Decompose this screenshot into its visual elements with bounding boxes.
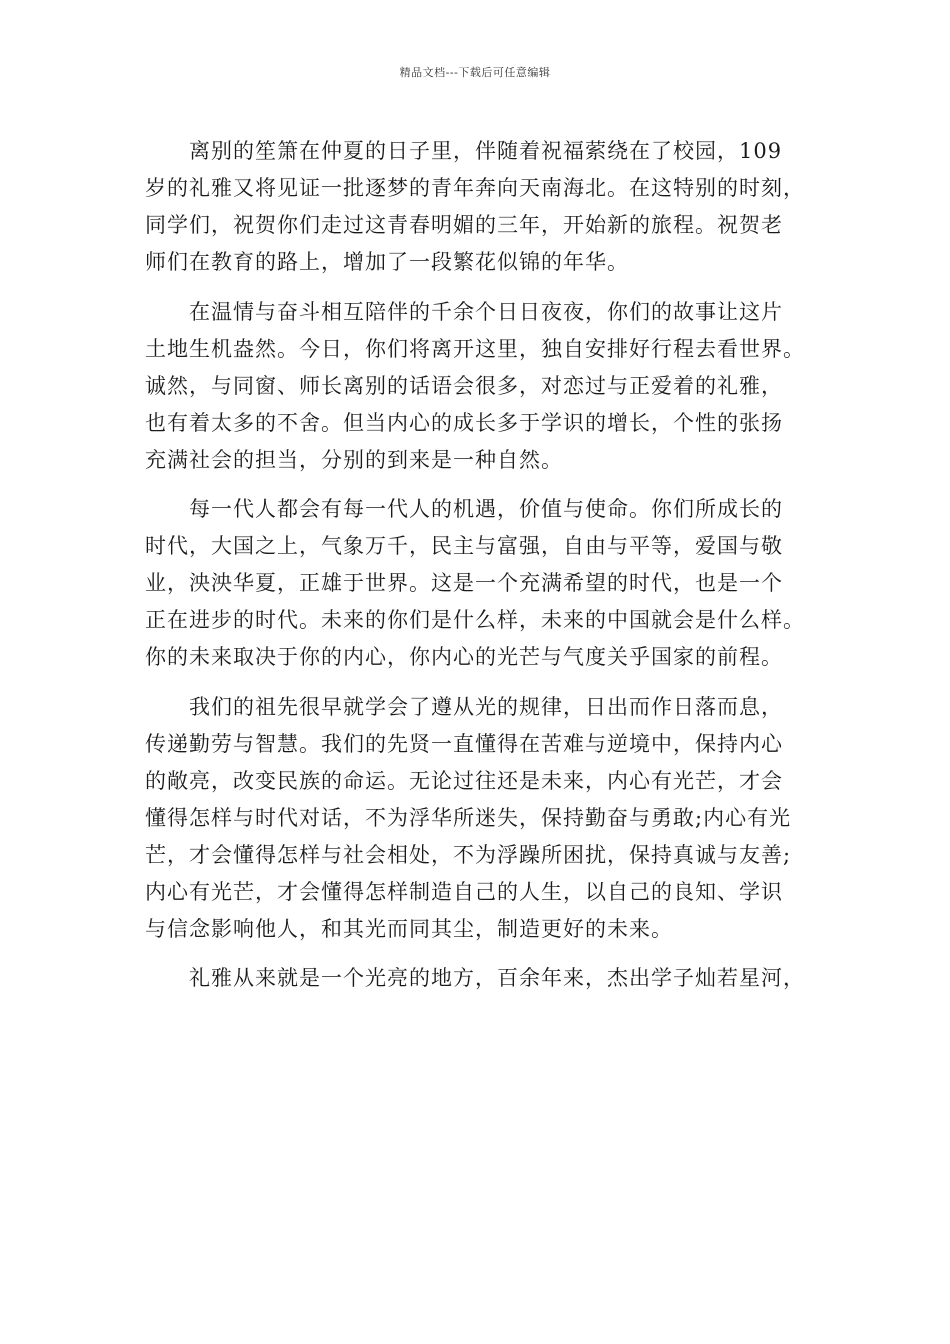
- text-line: 的敞亮，改变民族的命运。无论过往还是未来，内心有光芒，才会: [145, 768, 783, 793]
- paragraph-2: [145, 294, 825, 479]
- text-line: 芒，才会懂得怎样与社会相处，不为浮躁所困扰，保持真诚与友善;: [145, 842, 792, 867]
- text-line: 业，泱泱华夏，正雄于世界。这是一个充满希望的时代，也是一个: [145, 571, 783, 595]
- text-line: 懂得怎样与时代对话，不为浮华所迷失，保持勤奋与勇敢;内心有光: [145, 805, 792, 830]
- text-line: 土地生机盎然。今日，你们将离开这里，独自安排好行程去看世界。: [145, 336, 805, 361]
- document-body: [145, 133, 825, 1010]
- text-line: 你的未来取决于你的内心，你内心的光芒与气度关乎国家的前程。: [145, 645, 783, 669]
- text-line: 同学们，祝贺你们走过这青春明媚的三年，开始新的旅程。祝贺老: [145, 213, 783, 237]
- paragraph-4: [145, 689, 825, 948]
- text-line: 离别的笙箫在仲夏的日子里，伴随着祝福萦绕在了校园，109: [189, 139, 783, 163]
- text-line: 正在进步的时代。未来的你们是什么样，未来的中国就会是什么样。: [145, 608, 805, 632]
- text-line: 也有着太多的不舍。但当内心的成长多于学识的增长，个性的张扬: [145, 410, 783, 435]
- text-line: 传递勤劳与智慧。我们的先贤一直懂得在苦难与逆境中，保持内心: [145, 731, 783, 756]
- text-line: 充满社会的担当，分别的到来是一种自然。: [145, 447, 563, 472]
- page-header: 精品文档---下载后可任意编辑: [399, 66, 551, 79]
- text-line: 每一代人都会有每一代人的机遇，价值与使命。你们所成长的: [189, 497, 783, 521]
- text-line: 在温情与奋斗相互陪伴的千余个日日夜夜，你们的故事让这片: [189, 299, 783, 324]
- text-line: 岁的礼雅又将见证一批逐梦的青年奔向天南海北。在这特别的时刻，: [145, 176, 805, 200]
- paragraph-1: [145, 133, 825, 281]
- text-line: 我们的祖先很早就学会了遵从光的规律，日出而作日落而息，: [189, 694, 783, 719]
- paragraph-3: [145, 491, 825, 676]
- text-line: 与信念影响他人，和其光而同其尘，制造更好的未来。: [145, 916, 673, 941]
- paragraph-5: [145, 960, 825, 997]
- text-line: 时代，大国之上，气象万千，民主与富强，自由与平等，爱国与敬: [145, 534, 783, 558]
- text-line: 师们在教育的路上，增加了一段繁花似锦的年华。: [145, 250, 629, 274]
- text-line: 内心有光芒，才会懂得怎样制造自己的人生，以自己的良知、学识: [145, 879, 783, 904]
- text-line: 诚然，与同窗、师长离别的话语会很多，对恋过与正爱着的礼雅，: [145, 373, 783, 398]
- text-line: 礼雅从来就是一个光亮的地方，百余年来，杰出学子灿若星河，: [189, 966, 805, 990]
